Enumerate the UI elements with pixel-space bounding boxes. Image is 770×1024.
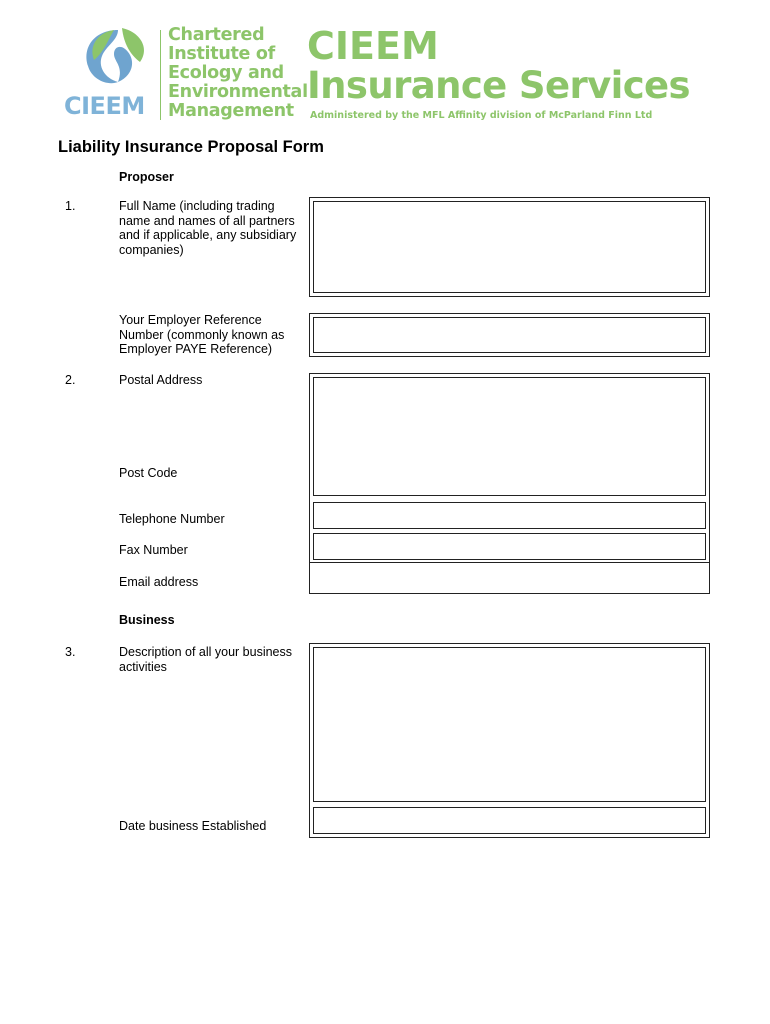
business-box — [309, 643, 710, 838]
logo-line: Institute of — [168, 44, 275, 64]
logo-line: Chartered — [168, 25, 265, 45]
label-line: Description of all your business — [119, 645, 292, 659]
fax-label: Fax Number — [119, 543, 188, 557]
section-business-heading: Business — [119, 613, 175, 627]
full-name-field[interactable] — [309, 197, 710, 297]
date-established-label: Date business Established — [119, 819, 267, 833]
label-line: name and names of all partners — [119, 213, 295, 228]
label-line: Your Employer Reference — [119, 313, 262, 327]
label-line: and if applicable, any subsidiary — [119, 228, 297, 242]
leaf-drop-icon — [74, 26, 154, 92]
business-activities-label — [119, 645, 309, 674]
postal-address-input[interactable] — [313, 377, 706, 496]
logo-line: Environmental — [168, 82, 308, 102]
administered-note: Administered by the MFL Affinity division of McParland Finn Ltd — [310, 110, 653, 121]
form-title: Liability Insurance Proposal Form — [58, 138, 324, 156]
telephone-label: Telephone Number — [119, 512, 225, 526]
business-activities-input[interactable] — [313, 647, 706, 802]
email-input[interactable] — [310, 562, 709, 593]
cieem-logo — [60, 24, 308, 124]
employer-reference-input[interactable] — [313, 317, 706, 353]
label-line: Number (commonly known as — [119, 327, 285, 342]
telephone-input[interactable] — [313, 502, 706, 529]
date-established-input[interactable] — [313, 807, 706, 834]
post-code-label: Post Code — [119, 466, 178, 480]
fax-input[interactable] — [313, 533, 706, 560]
label-line: activities — [119, 659, 167, 674]
label-line: Full Name (including trading — [119, 199, 275, 213]
full-name-input[interactable] — [313, 201, 706, 293]
brand-subtitle: Insurance Services — [307, 64, 690, 107]
section-proposer-heading: Proposer — [119, 170, 174, 184]
postal-address-label: Postal Address — [119, 373, 203, 387]
logo-divider — [160, 30, 161, 120]
logo-line: Ecology and — [168, 63, 284, 83]
contact-details-box — [309, 373, 710, 594]
email-label: Email address — [119, 575, 199, 589]
question-number: 2. — [65, 373, 76, 387]
brand-name: CIEEM — [307, 24, 439, 68]
logo-line: Management — [168, 101, 294, 121]
employer-reference-label — [119, 313, 309, 357]
logo-acronym: CIEEM — [64, 92, 145, 120]
label-line: companies) — [119, 242, 184, 257]
question-number: 3. — [65, 645, 76, 659]
full-name-label — [119, 199, 309, 257]
question-number: 1. — [65, 199, 76, 213]
logo-text — [168, 26, 308, 121]
label-line: Employer PAYE Reference) — [119, 342, 273, 356]
employer-reference-field[interactable] — [309, 313, 710, 357]
